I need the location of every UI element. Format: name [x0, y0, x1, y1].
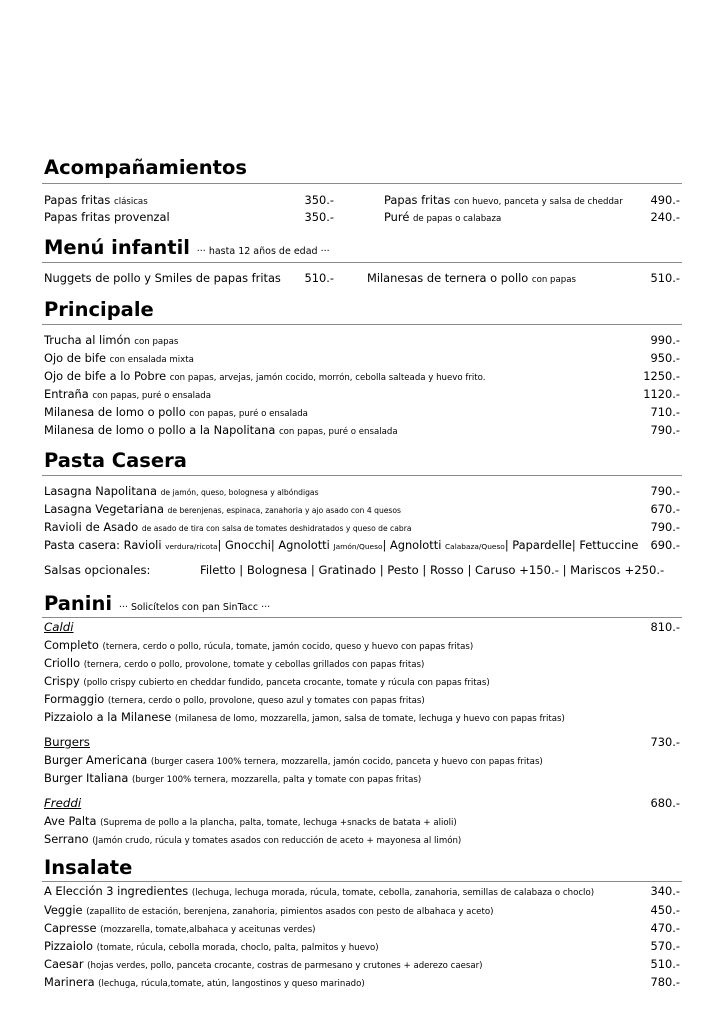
section-title-insalate: Insalate: [44, 856, 133, 879]
section-subtitle: ··· hasta 12 años de edad ···: [196, 246, 330, 257]
item-price: 470.-: [650, 921, 680, 935]
section-title-principale: Principale: [44, 298, 154, 321]
item-price: 490.-: [650, 193, 680, 207]
section-divider: [42, 324, 682, 325]
item-price: 350.-: [304, 210, 334, 224]
item-price: 690.-: [650, 538, 680, 552]
salsas-label: Salsas opcionales:: [44, 563, 151, 577]
section-title-pasta: Pasta Casera: [44, 449, 187, 472]
menu-item: Milanesa de lomo o pollo a la Napolitana con papas, puré o ensalada: [44, 423, 398, 437]
item-price: 510.-: [650, 271, 680, 285]
section-divider: [42, 617, 682, 618]
item-price: 1250.-: [643, 369, 680, 383]
section-divider: [42, 262, 682, 263]
menu-item: Entraña con papas, puré o ensalada: [44, 387, 212, 401]
item-price: 240.-: [650, 210, 680, 224]
menu-item: Ojo de bife a lo Pobre con papas, arvejas, jamón cocido, morrón, cebolla salteada y huevo frito.: [44, 369, 486, 383]
menu-item: Pizzaiolo a la Milanese (milanesa de lomo, mozzarella, jamon, salsa de tomate, lechuga y huevo con papas fritas): [44, 710, 565, 724]
item-price: 780.-: [650, 975, 680, 989]
menu-item: Papas fritas provenzal: [44, 210, 170, 224]
menu-item: Lasagna Vegetariana de berenjenas, espinaca, zanahoria y ajo asado con 4 quesos: [44, 502, 401, 516]
menu-item: Nuggets de pollo y Smiles de papas fritas: [44, 271, 281, 285]
menu-item: Milanesas de ternera o pollo con papas: [367, 271, 576, 285]
menu-item: Formaggio (ternera, cerdo o pollo, provolone, queso azul y tomates con papas fritas): [44, 692, 425, 706]
menu-item: Lasagna Napolitana de jamón, queso, bolognesa y albóndigas: [44, 484, 319, 498]
section-divider: [42, 881, 682, 882]
menu-item: Ravioli de Asado de asado de tira con salsa de tomates deshidratados y queso de cabra: [44, 520, 412, 534]
item-price: 730.-: [650, 735, 680, 749]
menu-item: Papas fritas con huevo, panceta y salsa de cheddar: [384, 193, 623, 207]
item-price: 340.-: [650, 884, 680, 898]
item-price: 570.-: [650, 939, 680, 953]
salsas-list: Filetto | Bolognesa | Gratinado | Pesto | Rosso | Caruso +150.- | Mariscos +250.-: [200, 563, 665, 577]
menu-item: Criollo (ternera, cerdo o pollo, provolone, tomate y cebollas grillados con papas fritas): [44, 656, 425, 670]
menu-item: Pasta casera: Ravioli verdura/ricota| Gnocchi| Agnolotti Jamón/Queso| Agnolotti Calabaza/Queso| Papardelle| Fettuccine: [44, 538, 639, 552]
section-divider: [42, 183, 682, 184]
item-price: 810.-: [650, 620, 680, 634]
menu-item: Veggie (zapallito de estación, berenjena, zanahoria, pimientos asados con pesto de albahaca y aceto): [44, 903, 494, 917]
section-title-acompanamientos: Acompañamientos: [44, 156, 247, 179]
menu-item: Caesar (hojas verdes, pollo, panceta crocante, costras de parmesano y crutones + aderezo caesar): [44, 957, 483, 971]
item-price: 350.-: [304, 193, 334, 207]
menu-item: A Elección 3 ingredientes (lechuga, lechuga morada, rúcula, tomate, cebolla, zanahoria, semillas de calabaza o choclo): [44, 884, 595, 898]
item-price: 680.-: [650, 796, 680, 810]
section-divider: [42, 475, 682, 476]
item-price: 990.-: [650, 333, 680, 347]
item-price: 450.-: [650, 903, 680, 917]
menu-item: Completo (ternera, cerdo o pollo, rúcula, tomate, jamón cocido, queso y huevo con papas fritas): [44, 638, 474, 652]
subsection-burgers: Burgers: [44, 735, 90, 749]
subsection-caldi: Caldi: [44, 620, 74, 634]
subsection-freddi: Freddi: [44, 796, 82, 810]
section-title-panini: Panini ··· Solicítelos con pan SinTacc ···: [44, 592, 271, 615]
menu-item: Burger Italiana (burger 100% ternera, mozzarella, palta y tomate con papas fritas): [44, 771, 422, 785]
menu-item: Burger Americana (burger casera 100% ternera, mozzarella, jamón cocido, panceta y huevo con papas fritas): [44, 753, 543, 767]
item-price: 950.-: [650, 351, 680, 365]
menu-item: Crispy (pollo crispy cubierto en cheddar fundido, panceta crocante, tomate y rúcula con papas fritas): [44, 674, 490, 688]
menu-item: Papas fritas clásicas: [44, 193, 148, 207]
menu-item: Serrano (Jamón crudo, rúcula y tomates asados con reducción de aceto + mayonesa al limón): [44, 832, 462, 846]
menu-item: Ave Palta (Suprema de pollo a la plancha, palta, tomate, lechuga +snacks de batata + alioli): [44, 814, 457, 828]
menu-item: Puré de papas o calabaza: [384, 210, 502, 224]
item-price: 670.-: [650, 502, 680, 516]
item-price: 1120.-: [643, 387, 680, 401]
item-price: 510.-: [650, 957, 680, 971]
item-price: 790.-: [650, 520, 680, 534]
item-price: 790.-: [650, 484, 680, 498]
item-price: 510.-: [304, 271, 334, 285]
section-subtitle: ··· Solicítelos con pan SinTacc ···: [118, 602, 271, 613]
menu-item: Trucha al limón con papas: [44, 333, 179, 347]
item-price: 790.-: [650, 423, 680, 437]
menu-item: Marinera (lechuga, rúcula,tomate, atún, langostinos y queso marinado): [44, 975, 365, 989]
item-price: 710.-: [650, 405, 680, 419]
menu-item: Capresse (mozzarella, tomate,albahaca y aceitunas verdes): [44, 921, 316, 935]
menu-item: Ojo de bife con ensalada mixta: [44, 351, 194, 365]
section-title-infantil: Menú infantil ··· hasta 12 años de edad ···: [44, 236, 330, 259]
menu-item: Pizzaiolo (tomate, rúcula, cebolla morada, choclo, palta, palmitos y huevo): [44, 939, 379, 953]
menu-item: Milanesa de lomo o pollo con papas, puré o ensalada: [44, 405, 308, 419]
